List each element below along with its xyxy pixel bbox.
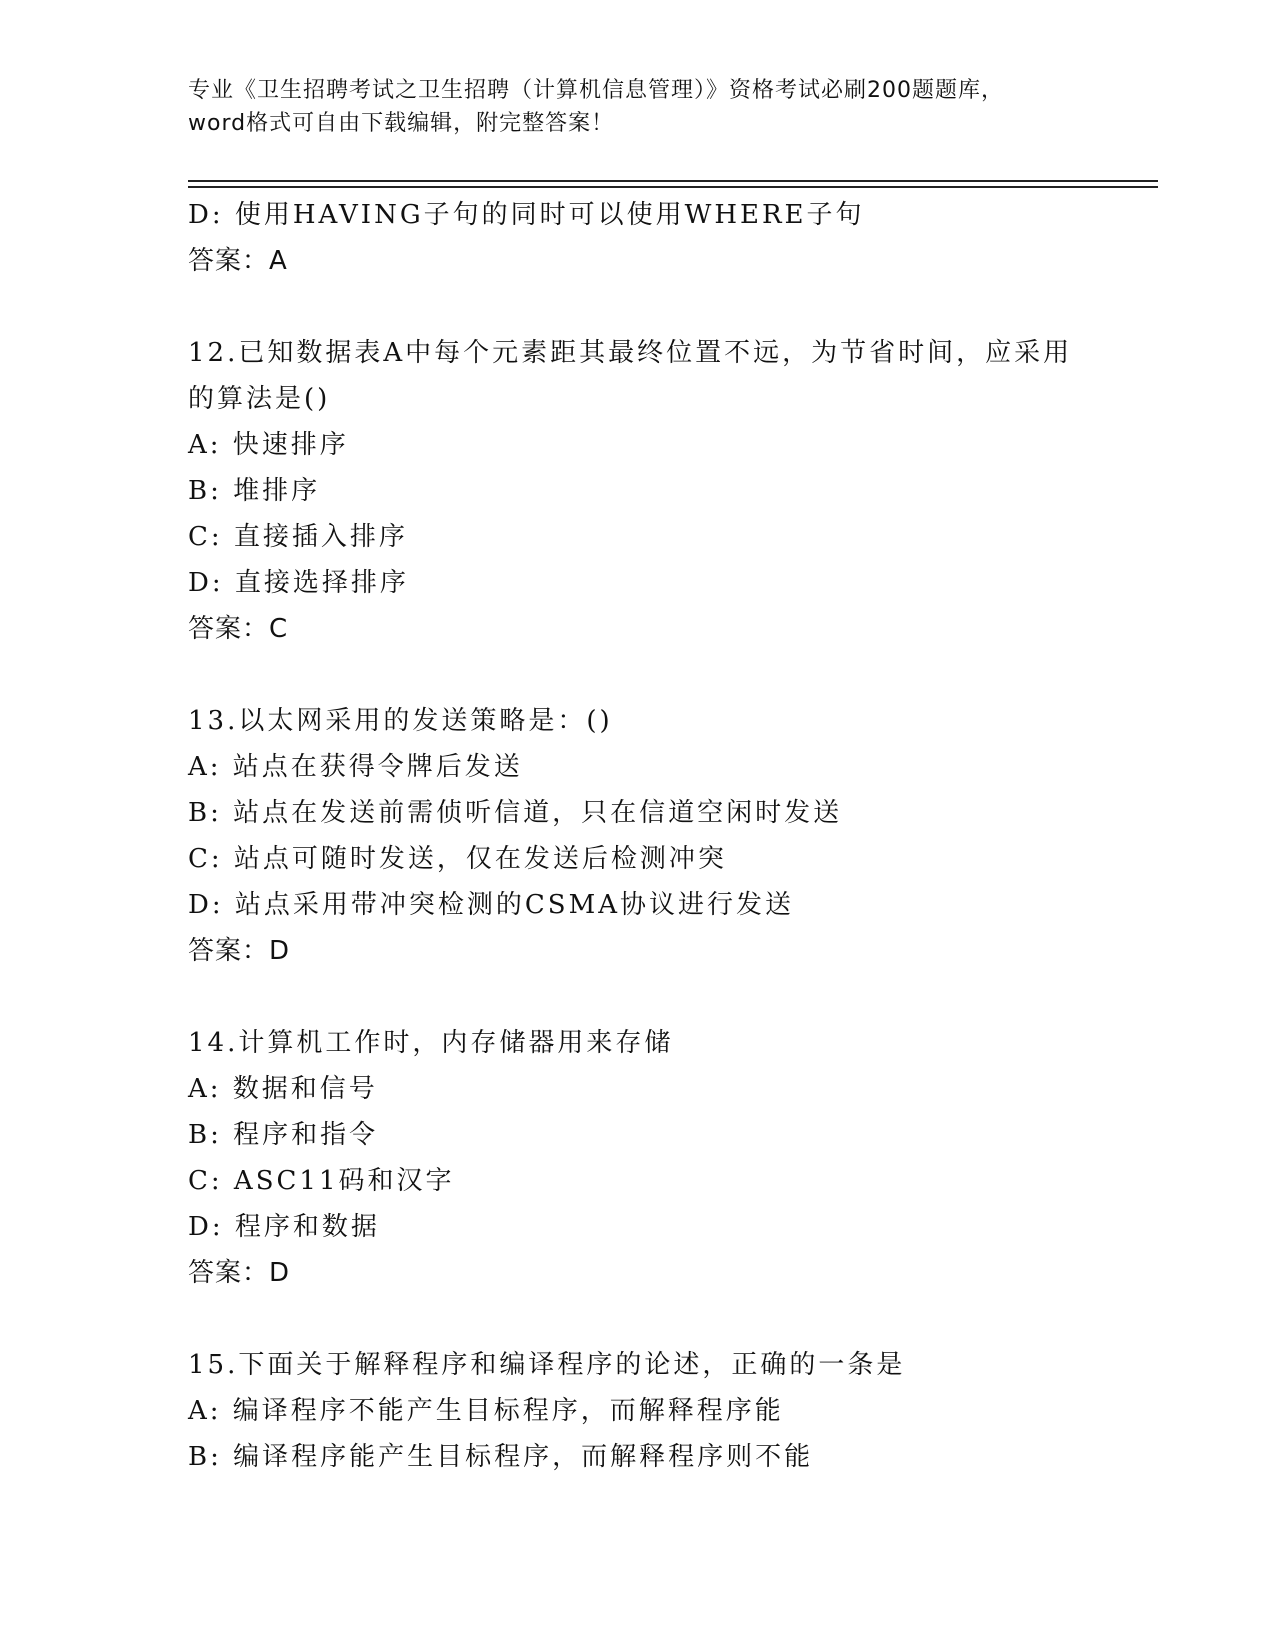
question-15 <box>188 1342 1188 1480</box>
option-b: B: 程序和指令 <box>188 1120 379 1150</box>
question-stem: 14.计算机工作时，内存储器用来存储 <box>188 1028 674 1058</box>
document-header <box>188 74 1088 140</box>
option-b: B: 堆排序 <box>188 476 321 506</box>
answer-line: 答案：A <box>188 246 288 276</box>
question-stem: 13.以太网采用的发送策略是：() <box>188 706 613 736</box>
answer-line: 答案：C <box>188 614 289 644</box>
question-stem: 的算法是() <box>188 384 331 414</box>
question-14 <box>188 1020 1188 1296</box>
option-b: B: 站点在发送前需侦听信道，只在信道空闲时发送 <box>188 798 843 828</box>
question-11-continuation <box>188 192 1188 284</box>
option-a: A: 快速排序 <box>188 430 349 460</box>
option-a: A: 编译程序不能产生目标程序，而解释程序能 <box>188 1396 784 1426</box>
question-stem: 15.下面关于解释程序和编译程序的论述，正确的一条是 <box>188 1350 906 1380</box>
answer-line: 答案：D <box>188 936 291 966</box>
option-c: C: 站点可随时发送，仅在发送后检测冲突 <box>188 844 727 874</box>
option-a: A: 数据和信号 <box>188 1074 378 1104</box>
option-d: D: 站点采用带冲突检测的CSMA协议进行发送 <box>188 890 794 920</box>
question-13 <box>188 698 1188 974</box>
header-line-1: 专业《卫生招聘考试之卫生招聘（计算机信息管理）》资格考试必刷200题题库， <box>188 78 1004 103</box>
header-divider-top <box>188 180 1158 182</box>
spacer <box>188 1296 1188 1342</box>
document-body <box>188 192 1188 1480</box>
question-stem: 12.已知数据表A中每个元素距其最终位置不远，为节省时间，应采用 <box>188 338 1073 368</box>
answer-line: 答案：D <box>188 1258 291 1288</box>
option-d: D: 使用HAVING子句的同时可以使用WHERE子句 <box>188 200 865 230</box>
option-d: D: 直接选择排序 <box>188 568 409 598</box>
header-line-2: word格式可自由下载编辑，附完整答案！ <box>188 111 615 136</box>
option-d: D: 程序和数据 <box>188 1212 380 1242</box>
option-c: C: ASC11码和汉字 <box>188 1166 455 1196</box>
header-divider-bottom <box>188 186 1158 188</box>
option-a: A: 站点在获得令牌后发送 <box>188 752 523 782</box>
option-b: B: 编译程序能产生目标程序，而解释程序则不能 <box>188 1442 814 1472</box>
question-12 <box>188 330 1188 652</box>
option-c: C: 直接插入排序 <box>188 522 408 552</box>
spacer <box>188 284 1188 330</box>
spacer <box>188 974 1188 1020</box>
spacer <box>188 652 1188 698</box>
